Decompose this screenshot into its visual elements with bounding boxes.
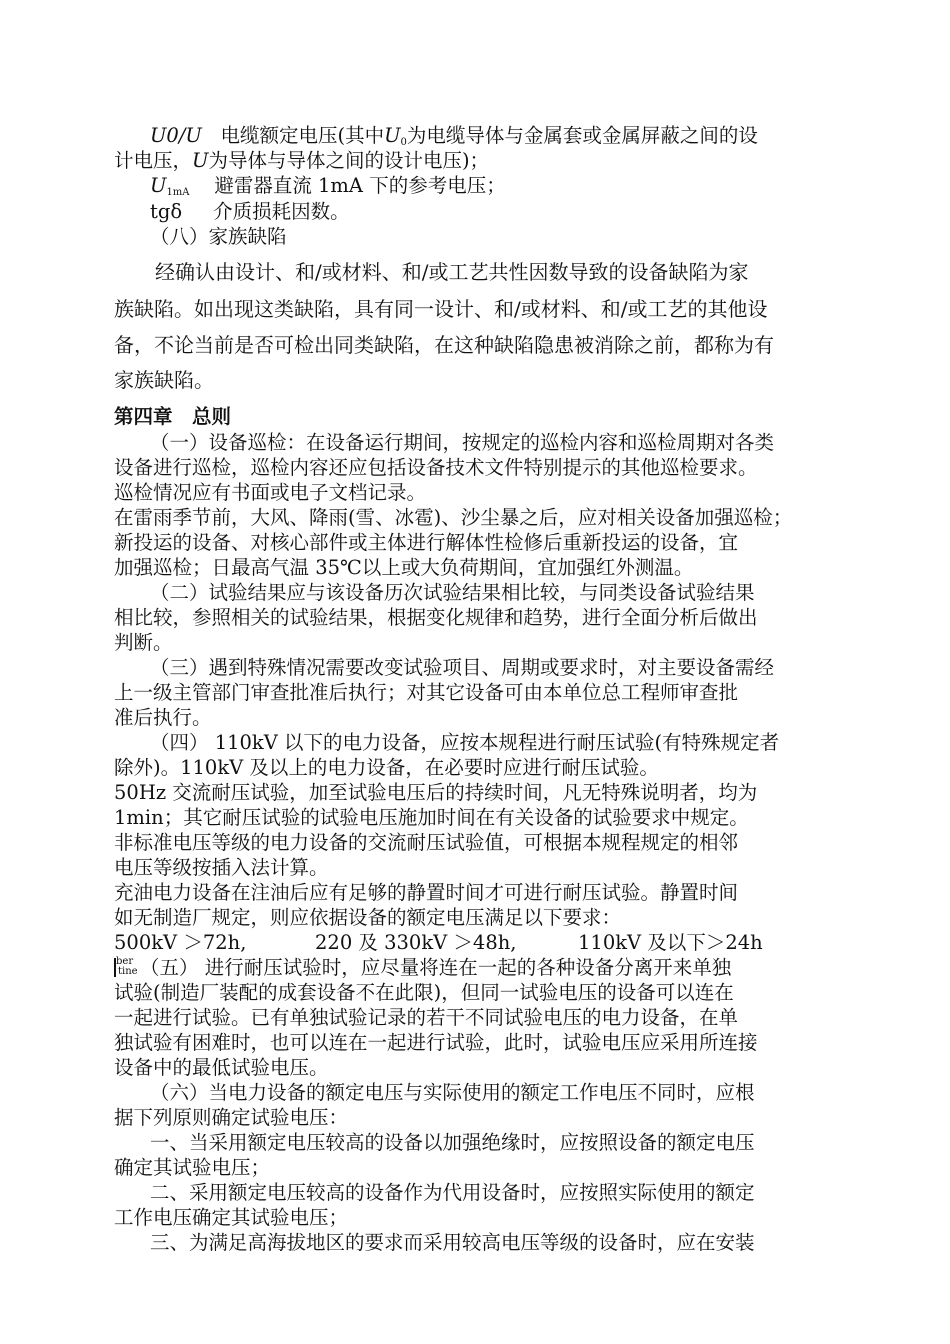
static-time-500kv: 500kV ＞72h,	[114, 931, 247, 954]
body-line: （一）设备巡检：在设备运行期间，按规定的巡检内容和巡检周期对各类	[150, 431, 775, 454]
body-line: 巡检情况应有书面或电子文档记录。	[114, 481, 427, 504]
body-line: 试验(制造厂装配的成套设备不在此限)，但同一试验电压的设备可以连在	[114, 981, 734, 1004]
body-line: 判断。	[114, 631, 173, 654]
body-line: 加强巡检；日最高气温 35℃以上或大负荷期间，宜加强红外测温。	[114, 556, 694, 579]
body-line: 在雷雨季节前，大风、降雨(雪、冰雹)、沙尘暴之后，应对相关设备加强巡检；	[114, 506, 793, 529]
var-u: U	[384, 124, 401, 147]
body-line: 充油电力设备在注油后应有足够的静置时间才可进行耐压试验。静置时间	[114, 881, 739, 904]
chapter-title: 第四章 总则	[114, 405, 232, 428]
stray-text-bottom: tine	[118, 966, 138, 977]
body-line: 据下列原则确定试验电压：	[114, 1106, 349, 1129]
var-uma-sub: 1mA	[166, 187, 190, 198]
section-five-line	[114, 955, 731, 980]
family-line-2: 族缺陷。如出现这类缺陷，具有同一设计、和/或材料、和/或工艺的其他设	[114, 297, 768, 321]
symbol-tg: tgδ	[150, 200, 183, 223]
body-line: 二、采用额定电压较高的设备作为代用设备时，应按照实际使用的额定	[150, 1181, 755, 1204]
var-u-2: U	[192, 149, 209, 172]
body-line: （六）当电力设备的额定电压与实际使用的额定工作电压不同时，应根	[150, 1081, 755, 1104]
body-line: 准后执行。	[114, 706, 212, 729]
static-time-220kv: 220 及 330kV ＞48h,	[315, 931, 517, 954]
body-line: 独试验有困难时，也可以连在一起进行试验，此时，试验电压应采用所连接	[114, 1031, 758, 1054]
symbol-tg-desc: 介质损耗因数。	[213, 200, 350, 223]
body-line: 1min；其它耐压试验的试验电压施加时间在有关设备的试验要求中规定。	[114, 806, 749, 829]
family-line-3: 备，不论当前是否可检出同类缺陷，在这种缺陷隐患被消除之前，都称为有	[114, 333, 774, 357]
body-line: 一起进行试验。已有单独试验记录的若干不同试验电压的电力设备，在单	[114, 1006, 739, 1029]
body-line: 确定其试验电压；	[114, 1156, 271, 1179]
body-line: （三）遇到特殊情况需要改变试验项目、周期或要求时，对主要设备需经	[150, 656, 775, 679]
stray-text-top: ber	[116, 956, 134, 967]
u0-desc-cont-b: 为导体与导体之间的设计电压)；	[208, 149, 490, 172]
body-line: 如无制造厂规定，则应依据设备的额定电压满足以下要求：	[114, 906, 622, 929]
family-line-1: 经确认由设计、和/或材料、和/或工艺共性因数导致的设备缺陷为家	[155, 260, 749, 284]
symbol-tg-line	[150, 199, 350, 224]
body-line: 非标准电压等级的电力设备的交流耐压试验值，可根据本规程规定的相邻	[114, 831, 739, 854]
symbol-u0: U0/U	[150, 124, 202, 147]
body-line: 电压等级按插入法计算。	[114, 856, 329, 879]
body-line: 相比较，参照相关的试验结果，根据变化规律和趋势，进行全面分析后做出	[114, 606, 758, 629]
body-line: 新投运的设备、对核心部件或主体进行解体性检修后重新投运的设备，宜	[114, 531, 739, 554]
body-line: 设备中的最低试验电压。	[114, 1056, 329, 1079]
section-five-text: （五） 进行耐压试验时，应尽量将连在一起的各种设备分离开来单独	[140, 956, 732, 979]
family-heading: （八）家族缺陷	[150, 225, 287, 248]
body-line: 一、当采用额定电压较高的设备以加强绝缘时，应按照设备的额定电压	[150, 1131, 755, 1154]
u0-desc-cont-a: 计电压，	[114, 149, 193, 172]
stray-glyph-mark	[114, 955, 140, 980]
var-uma: U	[150, 174, 167, 197]
body-line: 50Hz 交流耐压试验，加至试验电压后的持续时间，凡无特殊说明者，均为	[114, 781, 758, 804]
body-line: 除外)。110kV 及以上的电力设备，在必要时应进行耐压试验。	[114, 756, 659, 779]
static-time-110kv: 110kV 及以下＞24h	[578, 931, 763, 954]
symbol-uma-desc: 避雷器直流 1mA 下的参考电压；	[214, 174, 506, 197]
symbol-u0-line-2	[114, 148, 489, 173]
body-line: （二）试验结果应与该设备历次试验结果相比较，与同类设备试验结果	[150, 581, 755, 604]
body-line: 三、为满足高海拔地区的要求而采用较高电压等级的设备时，应在安装	[150, 1231, 755, 1254]
body-line: 设备进行巡检，巡检内容还应包括设备技术文件特别提示的其他巡检要求。	[114, 456, 758, 479]
family-line-4: 家族缺陷。	[114, 368, 214, 392]
body-line: （四） 110kV 以下的电力设备，应按本规程进行耐压试验(有特殊规定者	[150, 731, 780, 754]
symbol-u0-desc-2: 为电缆导体与金属套或金属屏蔽之间的设	[406, 124, 758, 147]
var-u-sub: 0	[400, 137, 407, 148]
body-line: 上一级主管部门审查批准后执行；对其它设备可由本单位总工程师审查批	[114, 681, 739, 704]
body-line: 工作电压确定其试验电压；	[114, 1206, 349, 1229]
symbol-u0-desc: 电缆额定电压(其中	[220, 124, 385, 147]
